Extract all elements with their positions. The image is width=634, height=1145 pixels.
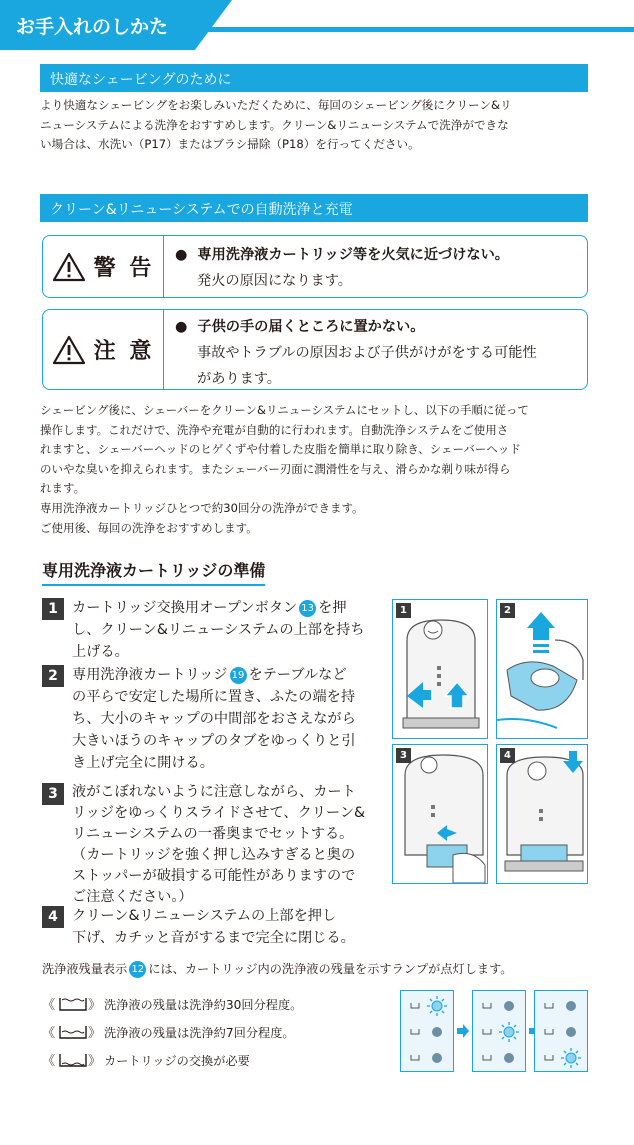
legend-row-empty xyxy=(42,1051,250,1069)
step-text-line: クリーン&リニューシステムの上部を押し xyxy=(72,908,337,924)
level-half-icon xyxy=(42,1023,104,1041)
legend-text: 洗浄液の残量は洗浄約30回分程度。 xyxy=(104,997,303,1012)
panel-number: 1 xyxy=(396,603,411,618)
caution-heading: 子供の手の届くところに置かない。 xyxy=(197,319,425,335)
caution-triangle-icon xyxy=(52,335,86,365)
svg-text:《: 《 xyxy=(42,1054,56,1069)
step-text-line: の平らで安定した場所に置き、ふたの端を持 xyxy=(72,689,356,705)
step-text-line: （カートリッジを強く押し込みすぎると奥の xyxy=(72,847,356,863)
warning-heading: 専用洗浄液カートリッジ等を火気に近づけない。 xyxy=(197,247,509,263)
panel-number: 3 xyxy=(396,748,411,763)
warning-label xyxy=(43,236,164,297)
step-text-line: 液がこぼれないように注意しながら、カート xyxy=(72,784,356,800)
caution-box xyxy=(42,309,588,390)
svg-text:《: 《 xyxy=(42,1026,56,1041)
step-text-line: 上げる。 xyxy=(72,644,129,660)
step-number: 1 xyxy=(42,598,64,620)
level-empty-icon xyxy=(42,1051,104,1069)
lamp-indicator-icon xyxy=(401,991,455,1073)
text-line: れますと、シェーバーヘッドのヒゲくずや付着した皮脂を簡単に取り除き、シェーバーヘッド xyxy=(40,442,521,457)
svg-text:《: 《 xyxy=(42,998,56,1013)
section-heading-comfort: 快適なシェービングのために xyxy=(40,64,588,92)
step-text-line: カートリッジ交換用オープンボタン xyxy=(72,600,298,616)
step-text-line: リニューシステムの一番奥までセットする。 xyxy=(72,826,354,842)
caution-label-text: 注 意 xyxy=(93,339,155,364)
part-number-badge: 12 xyxy=(129,961,146,978)
panel-number: 2 xyxy=(500,603,515,618)
warning-box xyxy=(42,235,588,298)
legend-text: 洗浄液の残量は洗浄約7回分程度。 xyxy=(104,1025,295,1040)
lamp-state-half xyxy=(472,990,526,1072)
arrow-right-icon xyxy=(456,1024,470,1038)
step-number: 3 xyxy=(42,783,64,805)
lid-closing-illustration xyxy=(497,745,588,884)
cartridge-opening-illustration xyxy=(497,600,588,739)
caution-label xyxy=(43,310,164,389)
header-rule xyxy=(180,27,634,32)
legend-text: カートリッジの交換が必要 xyxy=(104,1053,250,1068)
part-number-badge: 13 xyxy=(299,600,316,617)
lamp-indicator-icon xyxy=(535,991,589,1073)
illustration-panel-4 xyxy=(496,744,588,884)
step-text-line: ご注意ください。） xyxy=(72,889,193,905)
step-text-line: リッジをゆっくりスライドさせて、クリーン& xyxy=(72,805,366,821)
step-text-line: ち、大小のキャップの中間部をおさえながら xyxy=(72,711,356,727)
panel-number: 4 xyxy=(500,748,515,763)
step-text-line: をテーブルなど xyxy=(248,667,347,683)
step-text-line: 専用洗浄液カートリッジ xyxy=(72,667,228,683)
text-line: い場合は、水洗い（P17）またはブラシ掃除（P18）を行ってください。 xyxy=(40,137,420,151)
lamp-state-empty xyxy=(534,990,588,1072)
warning-detail: 発火の原因になります。 xyxy=(197,273,352,289)
lamp-state-full xyxy=(400,990,454,1072)
illustration-panel-3 xyxy=(392,744,488,884)
caution-detail: があります。 xyxy=(197,371,281,387)
step-4 xyxy=(42,905,384,949)
bullet-icon: ● xyxy=(175,319,188,335)
svg-text:》: 》 xyxy=(88,1054,102,1069)
prep-heading: 専用洗浄液カートリッジの準備 xyxy=(42,558,265,586)
indicator-description xyxy=(42,960,512,978)
svg-text:》: 》 xyxy=(88,998,102,1013)
text-line: シェービング後に、シェーバーをクリーン&リニューシステムにセットし、以下の手順に従って xyxy=(40,403,529,417)
illustration-panel-2 xyxy=(496,599,588,739)
page-title: お手入れのしかた xyxy=(16,16,169,38)
warning-triangle-icon xyxy=(52,252,86,282)
step-text-line: を押 xyxy=(318,600,347,616)
section2-paragraph xyxy=(40,401,592,538)
step-2 xyxy=(42,664,384,774)
lamp-indicator-icon xyxy=(473,991,527,1073)
indicator-text: には、カートリッジ内の洗浄液の残量を示すランプが点灯します。 xyxy=(148,962,513,976)
text-line: れます。 xyxy=(40,481,86,496)
step-text-line: 下げ、カチッと音がするまで完全に閉じる。 xyxy=(72,930,355,946)
legend-row-half xyxy=(42,1023,295,1041)
step-text-line: ストッパーが破損する可能性がありますので xyxy=(72,868,356,884)
level-full-icon xyxy=(42,995,104,1013)
text-line: ニューシステムによる洗浄をおすすめします。クリーン&リニューシステムで洗浄ができな xyxy=(40,117,509,132)
part-number-badge: 19 xyxy=(230,667,247,684)
text-line: のいやな臭いを抑えられます。またシェーバー刃面に潤滑性を与え、滑らかな剃り味が得ら xyxy=(40,461,511,476)
text-line: 専用洗浄液カートリッジひとつで約30回分の洗浄ができます。 xyxy=(40,500,364,515)
section-heading-auto-clean: クリーン&リニューシステムでの自動洗浄と充電 xyxy=(40,194,588,222)
illustration-panel-1 xyxy=(392,599,488,739)
text-line: より快適なシェービングをお楽しみいただくために、毎回のシェービング後にクリーン&リ xyxy=(40,98,512,112)
section1-paragraph xyxy=(40,96,592,155)
svg-text:》: 》 xyxy=(88,1026,102,1041)
warning-label-text: 警 告 xyxy=(93,256,155,281)
step-text-line: し、クリーン&リニューシステムの上部を持ち xyxy=(72,622,365,638)
bullet-icon: ● xyxy=(175,247,188,263)
step-1 xyxy=(42,597,384,663)
text-line: ご使用後、毎回の洗浄をおすすめします。 xyxy=(40,520,258,535)
step-3 xyxy=(42,782,384,908)
step-number: 2 xyxy=(42,665,64,687)
legend-row-full xyxy=(42,995,302,1013)
cleaning-station-open-illustration xyxy=(393,600,488,739)
indicator-text: 洗浄液残量表示 xyxy=(42,962,128,976)
step-text-line: き上げ完全に開ける。 xyxy=(72,755,214,771)
text-line: 操作します。これだけで、洗浄や充電が自動的に行われます。自動洗浄システムをご使用さ xyxy=(40,422,509,437)
step-number: 4 xyxy=(42,906,64,928)
caution-detail: 事故やトラブルの原因および子供がけがをする可能性 xyxy=(197,345,537,361)
step-text-line: 大きいほうのキャップのタブをゆっくりと引 xyxy=(72,733,356,749)
cartridge-insert-illustration xyxy=(393,745,488,884)
